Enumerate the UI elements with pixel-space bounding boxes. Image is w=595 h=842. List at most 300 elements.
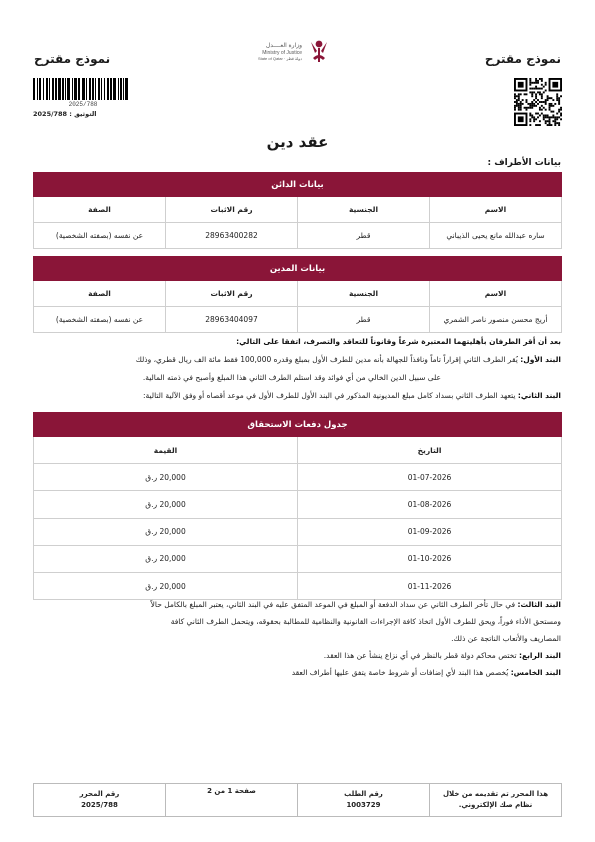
qr-module: [529, 113, 531, 115]
qr-module: [531, 91, 533, 93]
qr-module: [535, 101, 537, 103]
qr-module: [549, 107, 551, 109]
qr-module: [514, 105, 516, 107]
qr-module: [526, 99, 528, 101]
creditor-col-name: الاسم: [430, 197, 562, 223]
qr-module: [535, 78, 537, 80]
qr-module: [545, 120, 547, 122]
creditor-name: ساره عبدالله مانع يحيى الذيباني: [430, 223, 562, 249]
qr-module: [541, 95, 543, 97]
qr-module: [545, 101, 547, 103]
qr-module: [554, 120, 556, 122]
qr-module: [558, 101, 560, 103]
qr-module: [535, 97, 537, 99]
creditor-nationality: قطر: [298, 223, 430, 249]
qr-module: [529, 124, 531, 126]
barcode-bar: [120, 78, 122, 100]
logo-text-state: State of Qatar · دولة قطر: [257, 56, 302, 61]
qr-module: [554, 103, 556, 105]
qr-module: [547, 99, 549, 101]
qr-module: [541, 80, 543, 82]
qr-module: [514, 95, 516, 97]
qr-module: [529, 118, 531, 120]
qr-module: [520, 93, 522, 95]
qr-module: [556, 118, 558, 120]
qr-module: [529, 88, 531, 90]
qr-module: [529, 114, 531, 116]
qr-module: [543, 107, 545, 109]
qr-module: [547, 114, 549, 116]
barcode-bar: [74, 78, 77, 100]
schedule-value: 20,000 ر.ق: [34, 464, 298, 491]
debtor-heading: بيانات المدين: [34, 257, 562, 281]
qr-module: [547, 97, 549, 99]
footer-request-label: رقم الطلب: [344, 790, 383, 798]
barcode-bar: [110, 78, 112, 100]
table-row: [34, 491, 562, 518]
qr-module: [549, 103, 551, 105]
qr-module: [535, 113, 537, 115]
qr-module: [543, 91, 545, 93]
schedule-value: 20,000 ر.ق: [34, 572, 298, 599]
qr-module: [543, 101, 545, 103]
qr-module: [539, 101, 541, 103]
clause-3-text: في حال تأخر الطرف الثاني عن سداد الدفعة أو المبلغ في الموعد المتفق عليه في البند الثاني، يعتبر المبلغ بالكامل حالاً: [150, 600, 516, 609]
qr-module: [514, 101, 516, 103]
qr-module: [524, 93, 526, 95]
qr-module: [547, 95, 549, 97]
qr-module: [543, 114, 545, 116]
qr-module: [529, 107, 531, 109]
qr-module: [535, 95, 537, 97]
qr-module: [514, 109, 516, 111]
table-row: [34, 307, 562, 333]
schedule-date: 01-08-2026: [298, 491, 562, 518]
clause-2-label: البند الثاني:: [517, 391, 561, 400]
qr-module: [529, 91, 531, 93]
table-row: [34, 223, 562, 249]
barcode-bar: [101, 78, 102, 100]
qr-module: [531, 116, 533, 118]
debtor-capacity: عن نفسه (بصفته الشخصية): [34, 307, 166, 333]
barcode-bar: [125, 78, 128, 100]
qr-module: [541, 93, 543, 95]
qr-module: [518, 99, 520, 101]
qr-module: [518, 103, 520, 105]
qr-module: [547, 124, 549, 126]
schedule-value: 20,000 ر.ق: [34, 491, 298, 518]
qr-module: [545, 82, 547, 84]
qr-module: [537, 113, 539, 115]
qr-module: [537, 80, 539, 82]
qr-module: [545, 99, 547, 101]
schedule-col-date: التاريخ: [298, 437, 562, 464]
qr-module: [522, 103, 524, 105]
qr-module: [535, 93, 537, 95]
qr-module: [556, 97, 558, 99]
footer-page: صفحة 1 من 2: [207, 787, 256, 795]
qr-module: [537, 88, 539, 90]
qr-module: [518, 116, 524, 122]
qr-module: [529, 80, 531, 82]
debtor-table: [33, 256, 562, 333]
schedule-value: 20,000 ر.ق: [34, 518, 298, 545]
ministry-emblem-icon: [308, 38, 330, 64]
qr-module: [558, 97, 560, 99]
clauses-intro: [31, 335, 561, 403]
qr-module: [541, 113, 543, 115]
qr-module: [556, 113, 558, 115]
creditor-table: [33, 172, 562, 249]
table-row: [34, 464, 562, 491]
barcode-bar: [33, 78, 35, 100]
qr-module: [526, 101, 528, 103]
barcode-bars: [33, 78, 133, 100]
qr-module: [516, 105, 518, 107]
qr-module: [541, 88, 543, 90]
qr-module: [539, 107, 541, 109]
barcode-bar: [123, 78, 124, 100]
qr-module: [541, 97, 543, 99]
barcode-bar: [104, 78, 105, 100]
qr-module: [539, 124, 541, 126]
qr-module: [529, 105, 531, 107]
qr-module: [549, 116, 551, 118]
clause-1-text: يُقر الطرف الثاني إقراراً تاماً ونافذاً للجهالة بأنه مدين للطرف الأول بمبلغ وقدره 100,000 فقط مائة الف ريال قطري، وذلك: [135, 355, 518, 364]
qr-module: [531, 95, 533, 97]
qr-module: [545, 90, 547, 92]
table-row: [34, 545, 562, 572]
qr-module: [549, 124, 551, 126]
table-row: [34, 572, 562, 599]
barcode-bar: [78, 78, 80, 100]
clause-1-cont: على سبيل الدين الخالي من أي فوائد وقد استلم الطرف الثاني هذا المبلغ وأصبح في ذمته المالية.: [142, 373, 441, 382]
qr-module: [558, 124, 560, 126]
qr-module: [541, 105, 543, 107]
qr-module: [535, 80, 537, 82]
barcode-bar: [98, 78, 100, 100]
qr-module: [541, 109, 543, 111]
qr-module: [533, 88, 535, 90]
barcode-bar: [58, 78, 61, 100]
logo-text-en: Ministry of Justice: [262, 50, 302, 56]
debtor-id: 28963404097: [166, 307, 298, 333]
qr-module: [558, 122, 560, 124]
parties-label: بيانات الأطراف :: [487, 158, 561, 168]
qr-module: [535, 105, 537, 107]
creditor-col-id: رقم الاثبات: [166, 197, 298, 223]
creditor-col-capacity: الصفة: [34, 197, 166, 223]
qr-module: [552, 114, 554, 116]
qr-module: [518, 105, 520, 107]
qr-module: [516, 101, 518, 103]
qr-module: [560, 114, 562, 116]
debtor-nationality: قطر: [298, 307, 430, 333]
qr-module: [549, 118, 551, 120]
clause-3-cont-2: المصاريف والأتعاب الناتجة عن ذلك.: [451, 634, 561, 643]
qr-module: [526, 109, 528, 111]
qr-module: [533, 116, 535, 118]
qr-module: [554, 122, 556, 124]
contract-title: عقد دين: [266, 133, 329, 151]
qr-module: [558, 111, 560, 113]
qr-module: [554, 118, 556, 120]
qr-module: [518, 93, 520, 95]
clause-1-label: البند الأول:: [520, 355, 561, 364]
qr-module: [537, 124, 539, 126]
footer-note: هذا المحرر تم تقديمه من خلال نظام صك الإلكتروني.: [442, 790, 549, 809]
qr-module: [552, 105, 554, 107]
qr-module: [531, 88, 533, 90]
barcode-bar: [113, 78, 116, 100]
qr-module: [535, 82, 537, 84]
ministry-logo: [252, 36, 332, 66]
qr-module: [522, 99, 524, 101]
barcode-bar: [95, 78, 96, 100]
barcode-bar: [49, 78, 50, 100]
qr-module: [541, 84, 543, 86]
qr-module: [537, 103, 539, 105]
qr-module: [554, 116, 556, 118]
qr-module: [549, 105, 551, 107]
qr-module: [539, 78, 541, 80]
barcode-bar: [39, 78, 41, 100]
qr-module: [518, 97, 520, 99]
qr-module: [550, 111, 552, 113]
authentication-label: التوثيق : 2025/788: [33, 110, 97, 118]
qr-module: [550, 103, 552, 105]
qr-module: [539, 109, 541, 111]
clause-5-label: البند الخامس:: [510, 668, 561, 677]
qr-module: [533, 118, 535, 120]
qr-module: [543, 116, 545, 118]
qr-module: [558, 109, 560, 111]
qr-module: [545, 116, 547, 118]
qr-module: [545, 122, 547, 124]
qr-module: [531, 114, 533, 116]
qr-module: [529, 120, 531, 122]
schedule-date: 01-07-2026: [298, 464, 562, 491]
creditor-capacity: عن نفسه (بصفته الشخصية): [34, 223, 166, 249]
qr-module: [529, 84, 531, 86]
barcode-bar: [62, 78, 64, 100]
clause-5-text: يُخصص هذا البند لأي إضافات أو شروط خاصة يتفق عليها أطراف العقد: [291, 668, 509, 677]
qr-module: [558, 116, 560, 118]
qr-module: [545, 114, 547, 116]
creditor-heading: بيانات الدائن: [34, 173, 562, 197]
creditor-id: 28963400282: [166, 223, 298, 249]
qr-module: [531, 82, 533, 84]
qr-module: [552, 120, 554, 122]
qr-module: [560, 107, 562, 109]
table-row: [34, 518, 562, 545]
barcode: [33, 78, 133, 108]
qr-module: [550, 97, 552, 99]
qr-module: [560, 113, 562, 115]
barcode-number: 2025/788: [68, 101, 98, 108]
debtor-col-name: الاسم: [430, 281, 562, 307]
qr-module: [556, 122, 558, 124]
qr-module: [541, 78, 543, 80]
barcode-bar: [37, 78, 38, 100]
qr-module: [533, 91, 535, 93]
schedule-col-value: القيمة: [34, 437, 298, 464]
qr-module: [537, 82, 539, 84]
qr-module: [535, 118, 537, 120]
barcode-bar: [65, 78, 66, 100]
qr-module: [535, 86, 537, 88]
qr-module: [526, 93, 528, 95]
qr-module: [539, 120, 541, 122]
qr-module: [539, 91, 541, 93]
qr-module: [550, 105, 552, 107]
qr-module: [527, 103, 529, 105]
qr-module: [520, 107, 522, 109]
debtor-name: أريج محسن منصور ناصر الشمري: [430, 307, 562, 333]
qr-module: [556, 99, 558, 101]
barcode-bar: [67, 78, 70, 100]
qr-module: [533, 99, 535, 101]
footer-request-value: 1003729: [346, 801, 381, 809]
qr-module: [545, 103, 547, 105]
creditor-col-nationality: الجنسية: [298, 197, 430, 223]
barcode-bar: [46, 78, 48, 100]
payment-schedule-table: [33, 412, 562, 600]
intro-text: بعد أن أقر الطرفان بأهليتهما المعتبرة شرعاً وقانوناً للتعاقد والتصرف، اتفقا على التالي:: [236, 337, 561, 346]
qr-module: [531, 93, 533, 95]
clauses-rest: [31, 598, 561, 680]
qr-module: [516, 103, 518, 105]
schedule-value: 20,000 ر.ق: [34, 545, 298, 572]
qr-module: [520, 109, 522, 111]
debtor-col-capacity: الصفة: [34, 281, 166, 307]
qr-module: [529, 82, 531, 84]
footer-doc-value: 2025/788: [81, 801, 118, 809]
qr-module: [556, 93, 558, 95]
qr-module: [537, 99, 539, 101]
qr-module: [531, 103, 533, 105]
qr-module: [516, 99, 518, 101]
qr-module: [533, 103, 535, 105]
qr-module: [547, 120, 549, 122]
qr-module: [531, 101, 533, 103]
qr-module: [533, 120, 535, 122]
qr-module: [549, 120, 551, 122]
qr-module: [543, 118, 545, 120]
qr-module: [520, 105, 522, 107]
qr-module: [545, 109, 547, 111]
qr-module: [549, 122, 551, 124]
footer-table: [33, 783, 562, 817]
barcode-bar: [72, 78, 73, 100]
clause-2-text: يتعهد الطرف الثاني بسداد كامل مبلغ المديونية المذكور في البند الأول للطرف الأول في موعد أقصاه أو وفق الآلية التالية:: [143, 391, 516, 400]
schedule-date: 01-11-2026: [298, 572, 562, 599]
qr-module: [556, 95, 558, 97]
qr-module: [539, 88, 541, 90]
qr-module: [514, 107, 516, 109]
qr-module: [547, 116, 549, 118]
qr-module: [526, 107, 528, 109]
qr-module: [560, 95, 562, 97]
schedule-heading: جدول دفعات الاستحقاق: [34, 413, 562, 437]
clause-3-cont-1: ومستحق الأداء فوراً، ويحق للطرف الأول اتخاذ كافة الإجراءات القانونية والنظامية للمطالبة بحقوقه، ويتحمل الطرف الثاني كافة: [170, 617, 561, 626]
qr-module: [560, 109, 562, 111]
qr-module: [533, 82, 535, 84]
qr-module: [529, 103, 531, 105]
qr-module: [535, 124, 537, 126]
qr-module: [552, 82, 558, 88]
barcode-bar: [86, 78, 87, 100]
qr-module: [527, 107, 529, 109]
barcode-bar: [118, 78, 119, 100]
qr-module: [543, 86, 545, 88]
qr-module: [518, 109, 520, 111]
schedule-date: 01-10-2026: [298, 545, 562, 572]
qr-module: [539, 114, 541, 116]
qr-module: [537, 116, 539, 118]
qr-module: [535, 88, 537, 90]
qr-module: [552, 116, 554, 118]
barcode-bar: [89, 78, 91, 100]
debtor-col-id: رقم الاثبات: [166, 281, 298, 307]
barcode-bar: [43, 78, 44, 100]
barcode-bar: [52, 78, 54, 100]
debtor-col-nationality: الجنسية: [298, 281, 430, 307]
qr-code: [514, 78, 562, 126]
qr-module: [518, 95, 520, 97]
schedule-date: 01-09-2026: [298, 518, 562, 545]
qr-module: [537, 91, 539, 93]
qr-module: [531, 105, 533, 107]
draft-title-left: نموذج مقترح: [34, 52, 111, 66]
qr-module: [529, 78, 531, 80]
qr-module: [552, 99, 554, 101]
qr-module: [541, 101, 543, 103]
clause-4-label: البند الرابع:: [518, 651, 561, 660]
qr-module: [533, 105, 535, 107]
qr-module: [556, 116, 558, 118]
qr-module: [516, 95, 518, 97]
clause-4-text: تختص محاكم دولة قطر بالنظر في أي نزاع ينشأ عن هذا العقد.: [323, 651, 517, 660]
qr-module: [550, 124, 552, 126]
footer-doc-label: رقم المحرر: [79, 790, 120, 798]
draft-title-right: نموذج مقترح: [484, 52, 561, 66]
barcode-bar: [92, 78, 94, 100]
clause-3-label: البند الثالث:: [517, 600, 561, 609]
qr-module: [539, 93, 541, 95]
qr-module: [514, 93, 516, 95]
barcode-bar: [82, 78, 85, 100]
qr-module: [518, 82, 524, 88]
qr-module: [550, 116, 552, 118]
qr-module: [520, 103, 522, 105]
qr-module: [524, 107, 526, 109]
qr-module: [549, 109, 551, 111]
qr-module: [549, 97, 551, 99]
qr-module: [520, 101, 522, 103]
qr-module: [558, 103, 560, 105]
qr-module: [560, 118, 562, 120]
qr-module: [552, 111, 554, 113]
qr-module: [514, 97, 516, 99]
qr-module: [554, 124, 556, 126]
qr-module: [518, 107, 520, 109]
qr-module: [558, 99, 560, 101]
barcode-bar: [55, 78, 57, 100]
qr-module: [531, 107, 533, 109]
barcode-bar: [107, 78, 109, 100]
qr-module: [545, 84, 547, 86]
